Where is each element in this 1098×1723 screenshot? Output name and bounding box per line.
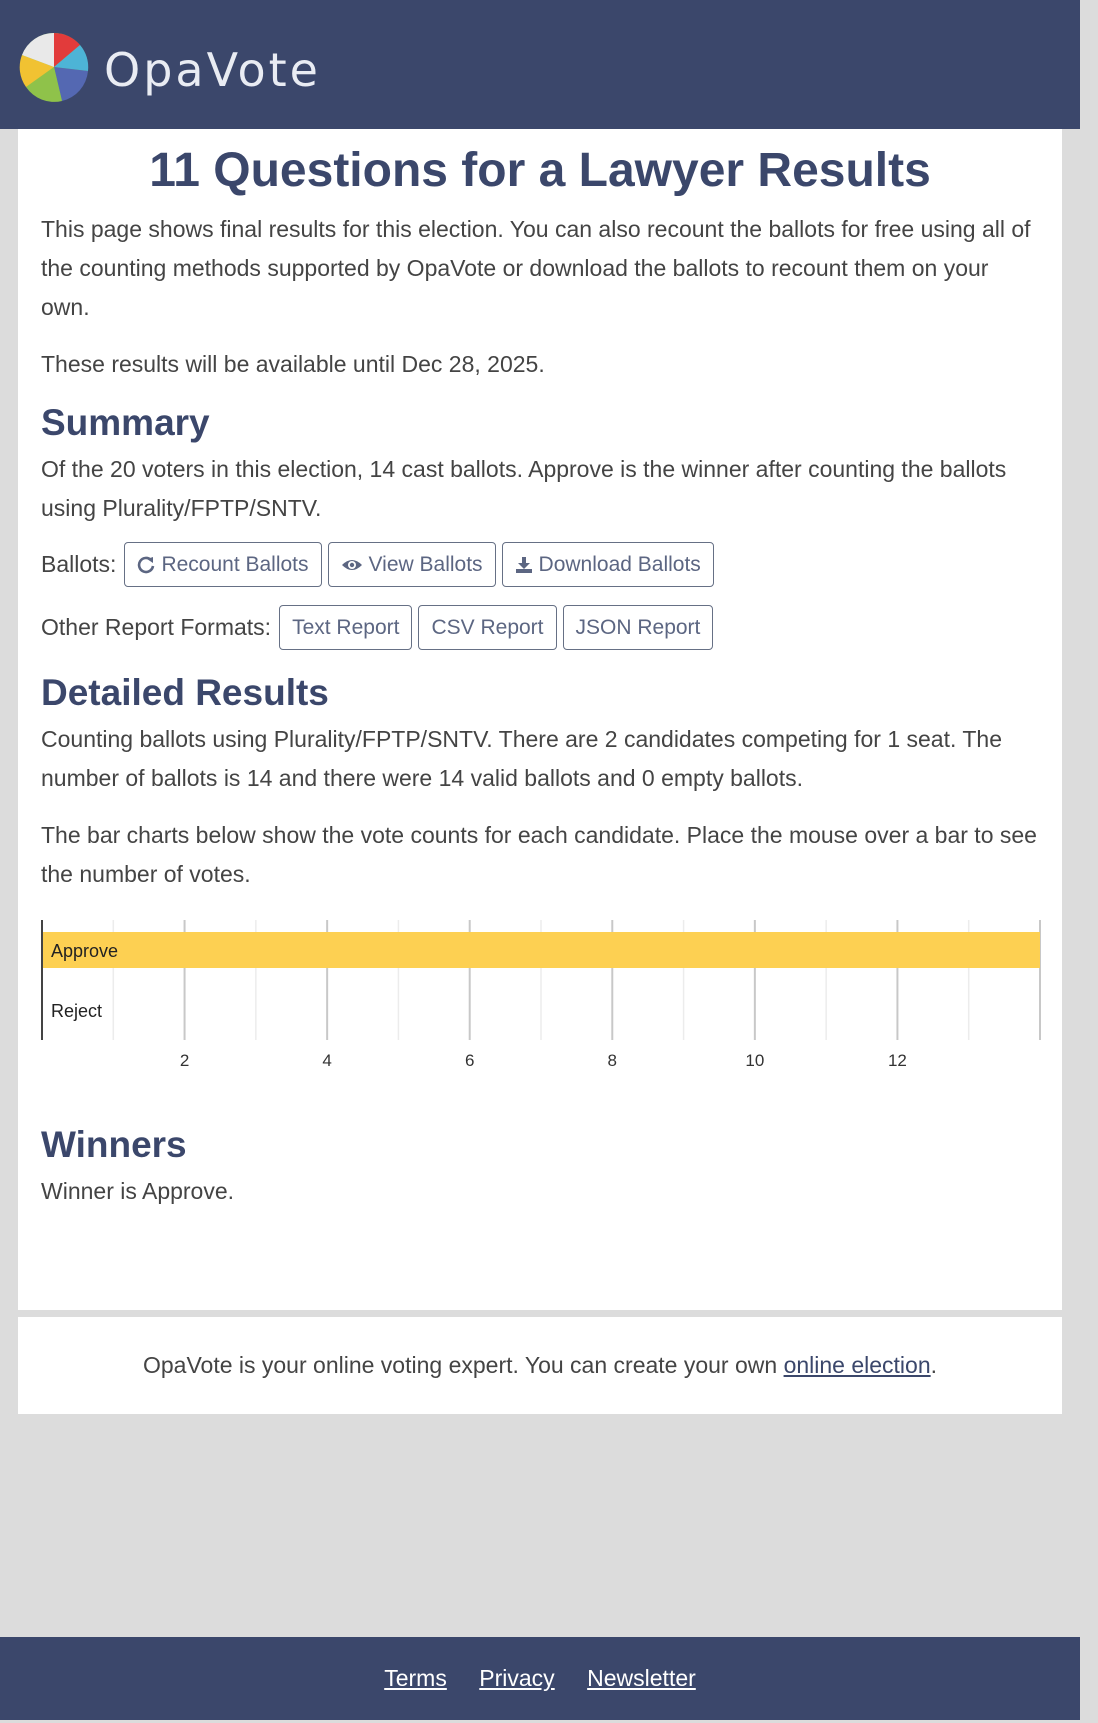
newsletter-link[interactable]: Newsletter <box>587 1665 696 1691</box>
view-ballots-button[interactable] <box>328 542 496 587</box>
winners-heading: Winners <box>41 1124 187 1165</box>
x-tick-label: 10 <box>745 1051 765 1070</box>
detailed-results-heading: Detailed Results <box>41 672 329 713</box>
results-card <box>18 129 1062 1310</box>
x-tick-label: 2 <box>179 1051 190 1070</box>
summary-heading: Summary <box>41 402 210 443</box>
json-report-button[interactable]: JSON Report <box>563 605 714 650</box>
category-label: Approve <box>51 941 119 961</box>
promo-card <box>18 1317 1062 1414</box>
privacy-link[interactable]: Privacy <box>479 1665 555 1691</box>
recount-ballots-button[interactable] <box>124 542 321 587</box>
vote-chart-svg <box>41 920 1041 1090</box>
x-tick-label: 6 <box>464 1051 475 1070</box>
intro-text: This page shows final results for this election. You can also recount the ballots for free using all of the counting methods supported by OpaVote or download the ballots to recount them on your own. <box>41 216 1031 320</box>
refresh-icon <box>137 556 155 574</box>
x-tick-label: 4 <box>322 1051 332 1070</box>
chart-explanation-text: The bar charts below show the vote counts for each candidate. Place the mouse over a bar to see the number of votes. <box>41 822 1037 887</box>
promo-text: OpaVote is your online voting expert. You can create your own <box>142 1352 784 1378</box>
recount-ballots-label: Recount Ballots <box>161 552 309 576</box>
summary-text: Of the 20 voters in this election, 14 cast ballots. Approve is the winner after counting the ballots using Plurality/FPTP/SNTV. <box>41 456 1007 521</box>
logo[interactable] <box>18 22 321 112</box>
formats-label: Other Report Formats: <box>41 614 272 640</box>
page-title: 11 Questions for a Lawyer Results <box>149 144 931 197</box>
formats-row <box>41 605 1039 650</box>
vote-chart <box>41 920 1041 1090</box>
x-tick-label: 8 <box>607 1051 618 1070</box>
opavote-logo-icon <box>18 31 90 103</box>
download-ballots-button[interactable] <box>502 542 714 587</box>
csv-report-button[interactable]: CSV Report <box>418 605 556 650</box>
view-ballots-label: View Ballots <box>368 552 483 576</box>
top-bar <box>0 0 1080 129</box>
bar-approve[interactable] <box>42 932 1040 968</box>
promo-end: . <box>930 1352 938 1378</box>
x-tick-label: 12 <box>887 1051 907 1070</box>
download-ballots-label: Download Ballots <box>538 552 701 576</box>
online-election-link[interactable]: online election <box>783 1352 931 1378</box>
download-icon <box>515 556 533 574</box>
availability-text: These results will be available until Dec 28, 2025. <box>41 351 545 377</box>
detailed-text: Counting ballots using Plurality/FPTP/SNTV. There are 2 candidates competing for 1 seat. The number of ballots is 14 and there were 14 valid ballots and 0 empty ballots. <box>41 726 1002 791</box>
footer-bar <box>0 1637 1080 1720</box>
category-label: Reject <box>51 1001 103 1021</box>
brand-name: OpaVote <box>104 43 321 97</box>
eye-icon <box>341 557 363 573</box>
ballots-label: Ballots: <box>41 551 117 577</box>
terms-link[interactable]: Terms <box>384 1665 447 1691</box>
ballots-row <box>41 542 1039 587</box>
text-report-button[interactable]: Text Report <box>279 605 412 650</box>
winners-text: Winner is Approve. <box>41 1178 235 1204</box>
